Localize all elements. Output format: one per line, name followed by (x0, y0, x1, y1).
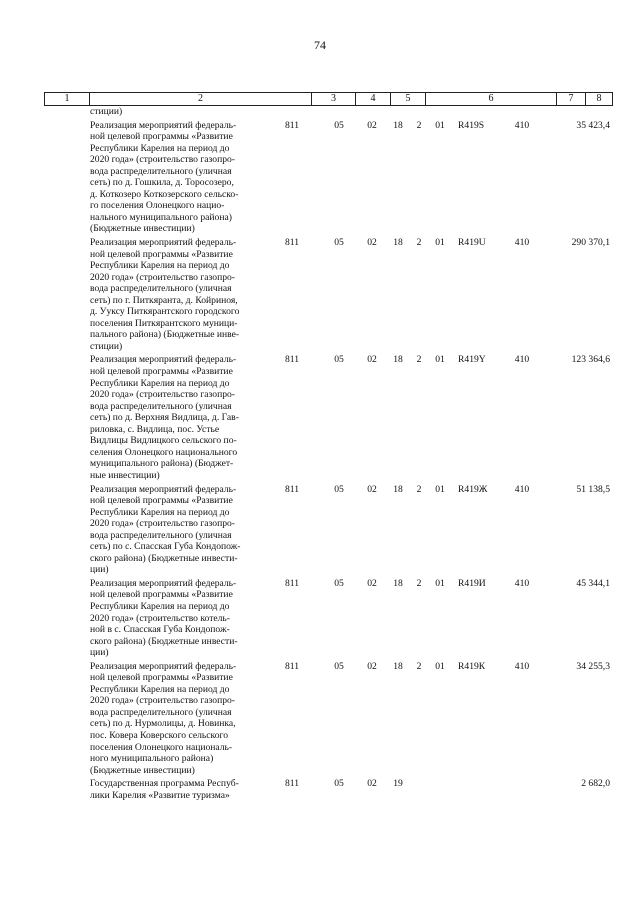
row-description: Реализация мероприятий федераль- ной целевой программы «Развитие Республики Карелия на период до 2020 года» (строительство газопро- вода распределительного (уличная сеть) по д. Гошкила, д. Торосозеро, д. Коткозеро Коткозерского сельско- го поселения Олонецкого нацио- нального муниципального района) (Бюджетные инвестиции) (90, 119, 239, 235)
row-description: Реализация мероприятий федераль- ной целевой программы «Развитие Республики Карелия на период до 2020 года» (строительство газопро- вода распределительного (уличная сеть) по с. Спасская Губа Кондопож- ского района) (Бюджетные инвести- ции) (90, 483, 241, 576)
row-target-subprogram: 2 (416, 660, 422, 672)
row-target-event: 01 (435, 577, 445, 589)
column-header-2: 2 (90, 93, 312, 106)
column-header-8: 8 (586, 93, 613, 106)
row-target-code: R419Y (458, 354, 486, 366)
row-target-event: 01 (435, 119, 445, 131)
table-row (44, 661, 612, 776)
column-header-row (45, 93, 613, 106)
table-row (44, 578, 612, 659)
row-subsection: 02 (367, 577, 377, 589)
row-target-program: 18 (393, 237, 403, 249)
row-admin-code: 811 (284, 660, 300, 672)
row-admin-code: 811 (284, 577, 300, 589)
row-subsection: 02 (367, 660, 377, 672)
column-header-1: 1 (45, 93, 90, 106)
row-amount: 34 255,3 (576, 660, 610, 672)
row-subsection: 02 (367, 354, 377, 366)
row-admin-code: 811 (284, 354, 300, 366)
row-section: 05 (334, 577, 344, 589)
row-expense-type: 410 (514, 660, 530, 672)
row-target-code: R419S (458, 119, 485, 131)
row-amount: 51 138,5 (576, 483, 610, 495)
row-description: Государственная программа Респуб- лики Карелия «Развитие туризма» (90, 778, 239, 801)
row-target-program: 18 (393, 483, 403, 495)
row-description: Реализация мероприятий федераль- ной целевой программы «Развитие Республики Карелия на период до 2020 года» (строительство газопро- вода распределительного (уличная сеть) по д. Нурмолицы, д. Новинка, пос. Ковера Коверского сельского поселения Олонецкого националь- ного муниципального района) (Бюджетные инвестиции) (90, 660, 237, 776)
row-admin-code: 811 (284, 483, 300, 495)
row-target-event: 01 (435, 483, 445, 495)
column-header-table (44, 92, 613, 106)
row-target-subprogram: 2 (416, 237, 422, 249)
column-header-6: 6 (426, 93, 557, 106)
table-row (44, 484, 612, 576)
row-target-event: 01 (435, 354, 445, 366)
table-row (44, 237, 612, 352)
row-section: 05 (334, 483, 344, 495)
row-description: Реализация мероприятий федераль- ной целевой программы «Развитие Республики Карелия на период до 2020 года» (строительство газопро- вода распределительного (уличная сеть) по г. Питкяранта, д. Койриноя, д. Ууксу Питкярантского городского поселения Питкярантского муници- пального района) (Бюджетные инве- стиции) (90, 237, 240, 352)
row-target-subprogram: 2 (416, 354, 422, 366)
row-target-program: 18 (393, 660, 403, 672)
row-description: стиции) (90, 106, 123, 117)
row-amount: 35 423,4 (576, 119, 610, 131)
row-amount: 123 364,6 (571, 354, 610, 366)
row-section: 05 (334, 354, 344, 366)
row-target-subprogram: 2 (416, 577, 422, 589)
row-section: 05 (334, 237, 344, 249)
row-section: 05 (334, 660, 344, 672)
row-expense-type: 410 (514, 483, 530, 495)
row-expense-type: 410 (514, 577, 530, 589)
row-target-program: 18 (393, 119, 403, 131)
row-target-program: 19 (393, 778, 403, 790)
row-section: 05 (334, 778, 344, 790)
row-target-code: R419U (458, 237, 486, 249)
row-target-event: 01 (435, 237, 445, 249)
row-subsection: 02 (367, 778, 377, 790)
row-expense-type: 410 (514, 119, 530, 131)
row-target-program: 18 (393, 354, 403, 366)
row-admin-code: 811 (284, 778, 300, 790)
row-section: 05 (334, 119, 344, 131)
table-row (44, 778, 612, 801)
table-row (44, 120, 612, 235)
table-row (44, 354, 612, 481)
column-header-3: 3 (312, 93, 356, 106)
row-target-code: R419И (458, 577, 486, 589)
table-body (44, 106, 612, 801)
row-admin-code: 811 (284, 119, 300, 131)
row-amount: 290 370,1 (571, 237, 610, 249)
page-number: 74 (314, 38, 326, 52)
row-target-subprogram: 2 (416, 483, 422, 495)
table-row (44, 106, 612, 118)
column-header-5: 5 (391, 93, 426, 106)
row-target-subprogram: 2 (416, 119, 422, 131)
row-expense-type: 410 (514, 237, 530, 249)
row-description: Реализация мероприятий федераль- ной целевой программы «Развитие Республики Карелия на период до 2020 года» (строительство котель- ной в с. Спасская Губа Кондопож- ского района) (Бюджетные инвести- ции) (90, 577, 238, 659)
row-amount: 45 344,1 (576, 577, 610, 589)
row-target-code: R419Ж (458, 483, 488, 495)
row-subsection: 02 (367, 237, 377, 249)
row-admin-code: 811 (284, 237, 300, 249)
column-header-7: 7 (557, 93, 586, 106)
row-subsection: 02 (367, 119, 377, 131)
row-description: Реализация мероприятий федераль- ной целевой программы «Развитие Республики Карелия на период до 2020 года» (строительство газопро- вода распределительного (уличная сеть) по д. Верхняя Видлица, д. Гав- риловка, с. Видлица, пос. Устье Видлицы Видлицкого сельского по- селения Олонецкого национального муниципального района) (Бюджет- ные инвестиции) (90, 354, 239, 481)
row-target-event: 01 (435, 660, 445, 672)
row-target-program: 18 (393, 577, 403, 589)
row-subsection: 02 (367, 483, 377, 495)
row-amount: 2 682,0 (581, 778, 610, 790)
column-header-4: 4 (356, 93, 391, 106)
row-target-code: R419К (458, 660, 486, 672)
row-expense-type: 410 (514, 354, 530, 366)
